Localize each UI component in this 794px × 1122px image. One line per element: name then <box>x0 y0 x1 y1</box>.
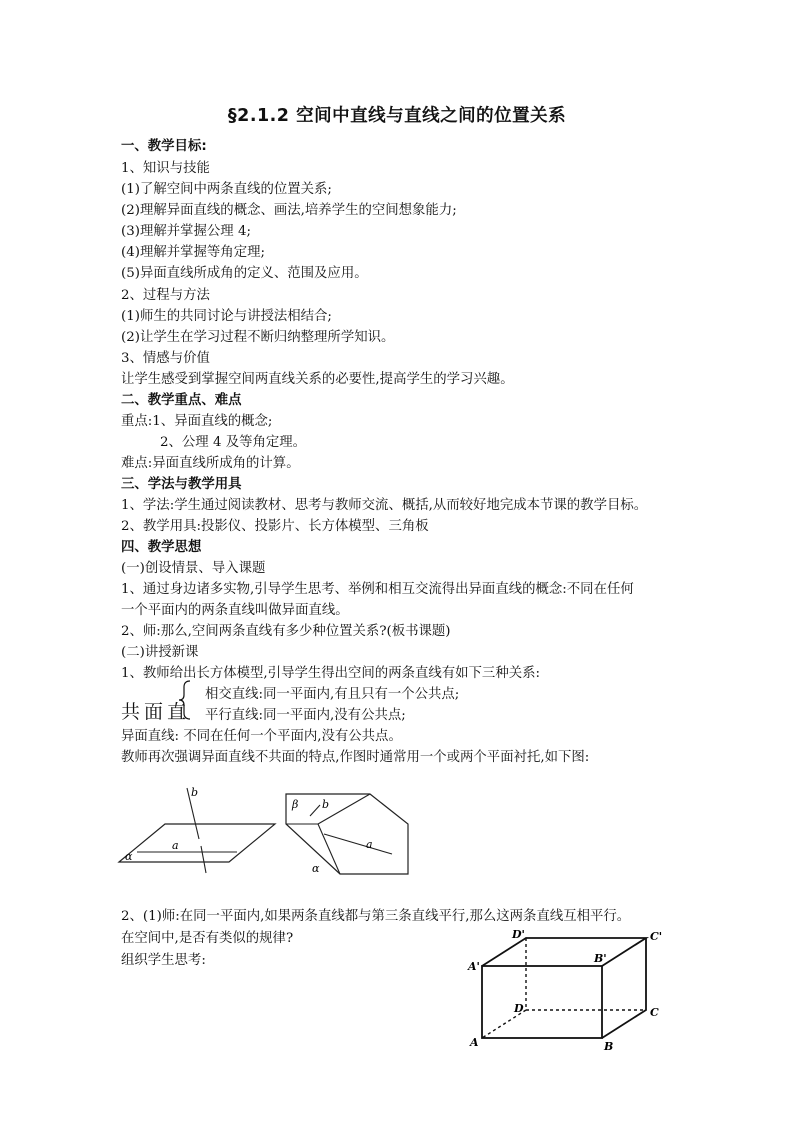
section1-heading: 一、教学目标: <box>121 139 207 154</box>
key-point-1: 重点:1、异面直线的概念; <box>121 414 273 429</box>
section3-heading: 三、学法与教学用具 <box>121 477 242 492</box>
coplanar-label: 共面直 <box>121 701 191 723</box>
label-b1: B' <box>594 952 607 965</box>
label-alpha: α <box>312 862 320 875</box>
label-b: B <box>604 1040 614 1053</box>
page-title: §2.1.2 空间中直线与直线之间的位置关系 <box>227 106 567 126</box>
label-a: a <box>172 839 179 852</box>
paragraph: 1、通过身边诸多实物,引导学生思考、举例和相互交流得出异面直线的概念:不同在任何 <box>121 582 634 597</box>
planes-outline <box>286 794 408 874</box>
key-point-2: 2、公理 4 及等角定理。 <box>160 435 307 450</box>
list-item: (4)理解并掌握等角定理; <box>121 245 265 260</box>
section4-part1: (一)创设情景、导入课题 <box>121 561 266 576</box>
figure-two-planes <box>280 782 412 882</box>
difficulty: 难点:异面直线所成角的计算。 <box>121 456 300 471</box>
paragraph: 在空间中,是否有类似的规律? <box>121 931 294 946</box>
section1-text3: 让学生感受到掌握空间两直线关系的必要性,提高学生的学习兴趣。 <box>121 372 514 387</box>
top-face <box>482 938 646 966</box>
label-beta: β <box>292 798 299 811</box>
label-a: A <box>470 1036 479 1049</box>
section1-sub3: 3、情感与价值 <box>121 351 210 366</box>
paragraph: 2、(1)师:在同一平面内,如果两条直线都与第三条直线平行,那么这两条直线互相平行。 <box>121 909 631 924</box>
paragraph: 2、师:那么,空间两条直线有多少种位置关系?(板书课题) <box>121 624 451 639</box>
paragraph: 一个平面内的两条直线叫做异面直线。 <box>121 603 349 618</box>
section4-heading: 四、教学思想 <box>121 540 202 555</box>
relation-skew: 异面直线: 不同在任何一个平面内,没有公共点。 <box>121 729 402 744</box>
section1-sub2: 2、过程与方法 <box>121 288 210 303</box>
line-a <box>324 834 392 854</box>
label-d1: D' <box>512 928 525 941</box>
line-b <box>310 805 320 816</box>
list-item: (3)理解并掌握公理 4; <box>121 224 251 239</box>
line-b-lower <box>201 846 206 873</box>
relation-intersecting: 相交直线:同一平面内,有且只有一个公共点; <box>205 687 460 702</box>
label-a1: A' <box>468 960 480 973</box>
label-d: D <box>514 1002 524 1015</box>
section2-heading: 二、教学重点、难点 <box>121 393 242 408</box>
paragraph: 1、教师给出长方体模型,引导学生得出空间的两条直线有如下三种关系: <box>121 666 541 681</box>
list-item: (5)异面直线所成角的定义、范围及应用。 <box>121 266 368 281</box>
label-c1: C' <box>650 930 663 943</box>
section3-item2: 2、教学用具:投影仪、投影片、长方体模型、三角板 <box>121 519 429 534</box>
list-item: (2)让学生在学习过程不断归纳整理所学知识。 <box>121 330 395 345</box>
label-c: C <box>650 1006 659 1019</box>
plane-edge <box>318 824 340 874</box>
label-b: b <box>322 798 330 811</box>
paragraph: 教师再次强调异面直线不共面的特点,作图时通常用一个或两个平面衬托,如下图: <box>121 750 590 765</box>
label-b: b <box>191 786 199 799</box>
label-a: a <box>366 838 373 851</box>
figure-cuboid <box>464 928 674 1053</box>
list-item: (1)了解空间中两条直线的位置关系; <box>121 182 332 197</box>
section3-item1: 1、学法:学生通过阅读教材、思考与教师交流、概括,从而较好地完成本节课的教学目标。 <box>121 498 648 513</box>
relation-parallel: 平行直线:同一平面内,没有公共点; <box>205 708 406 723</box>
label-alpha: α <box>125 850 133 863</box>
list-item: (2)理解异面直线的概念、画法,培养学生的空间想象能力; <box>121 203 457 218</box>
figure-one-plane <box>117 780 277 880</box>
section4-part2: (二)讲授新课 <box>121 645 199 660</box>
section1-sub1: 1、知识与技能 <box>121 161 210 176</box>
paragraph: 组织学生思考: <box>121 953 206 968</box>
brace-icon <box>178 680 192 720</box>
list-item: (1)师生的共同讨论与讲授法相结合; <box>121 309 332 324</box>
